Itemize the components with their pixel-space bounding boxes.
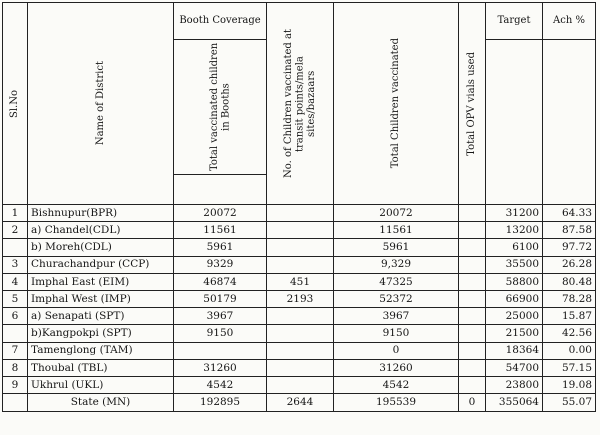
total-cell: 52372 — [334, 290, 459, 307]
ach-cell: 0.00 — [543, 342, 596, 359]
target-cell: 21500 — [486, 325, 543, 342]
total-cell: 9,329 — [334, 256, 459, 273]
transit-cell: 451 — [267, 273, 334, 290]
header-ach-blank — [543, 40, 596, 205]
booths-cell — [174, 342, 267, 359]
district-cell: a) Chandel(CDL) — [28, 222, 174, 239]
booths-cell: 3967 — [174, 308, 267, 325]
district-cell: b)Kangpokpi (SPT) — [28, 325, 174, 342]
table-row — [3, 273, 596, 290]
district-cell: Imphal West (IMP) — [28, 290, 174, 307]
total-booths: 192895 — [174, 394, 267, 412]
booths-cell: 9150 — [174, 325, 267, 342]
booths-cell: 20072 — [174, 205, 267, 222]
table-row — [3, 205, 596, 222]
table-row — [3, 222, 596, 239]
table-body — [3, 205, 596, 394]
table-row — [3, 342, 596, 359]
opv-cell — [459, 376, 486, 393]
ach-cell: 15.87 — [543, 308, 596, 325]
total-cell: 47325 — [334, 273, 459, 290]
ach-cell: 64.33 — [543, 205, 596, 222]
header-booth-coverage: Booth Coverage — [174, 3, 267, 40]
target-cell: 6100 — [486, 239, 543, 256]
total-opv: 0 — [459, 394, 486, 412]
sl-no-cell: 9 — [3, 376, 28, 393]
ach-cell: 57.15 — [543, 359, 596, 376]
ach-cell: 42.56 — [543, 325, 596, 342]
booths-cell: 5961 — [174, 239, 267, 256]
transit-cell — [267, 376, 334, 393]
booths-cell: 4542 — [174, 376, 267, 393]
total-transit: 2644 — [267, 394, 334, 412]
total-row — [3, 394, 596, 412]
district-cell: Ukhrul (UKL) — [28, 376, 174, 393]
total-cell: 3967 — [334, 308, 459, 325]
transit-cell — [267, 222, 334, 239]
sl-no-cell: 1 — [3, 205, 28, 222]
booths-cell: 9329 — [174, 256, 267, 273]
booths-cell: 31260 — [174, 359, 267, 376]
target-cell: 35500 — [486, 256, 543, 273]
ach-cell: 19.08 — [543, 376, 596, 393]
header-total-in-booths: Total vaccinated children in Booths — [174, 40, 267, 175]
district-cell: a) Senapati (SPT) — [28, 308, 174, 325]
header-sl-no: Sl.No — [3, 3, 28, 205]
district-cell: Tamenglong (TAM) — [28, 342, 174, 359]
sl-no-cell: 2 — [3, 222, 28, 239]
table-row — [3, 325, 596, 342]
opv-cell — [459, 205, 486, 222]
target-cell: 58800 — [486, 273, 543, 290]
opv-cell — [459, 222, 486, 239]
header-total-children: Total Children vaccinated — [334, 3, 459, 205]
transit-cell — [267, 342, 334, 359]
table-row — [3, 290, 596, 307]
header-target-blank — [486, 40, 543, 205]
transit-cell — [267, 359, 334, 376]
transit-cell: 2193 — [267, 290, 334, 307]
vaccination-table — [2, 2, 596, 412]
ach-cell: 78.28 — [543, 290, 596, 307]
total-cell: 5961 — [334, 239, 459, 256]
header-row-top — [3, 3, 596, 40]
ach-cell: 97.72 — [543, 239, 596, 256]
booths-cell: 50179 — [174, 290, 267, 307]
target-cell: 66900 — [486, 290, 543, 307]
sl-no-cell — [3, 325, 28, 342]
sl-no-cell: 4 — [3, 273, 28, 290]
ach-cell: 80.48 — [543, 273, 596, 290]
transit-cell — [267, 325, 334, 342]
table-row — [3, 239, 596, 256]
opv-cell — [459, 325, 486, 342]
booths-cell: 46874 — [174, 273, 267, 290]
table-row — [3, 359, 596, 376]
district-cell: Imphal East (EIM) — [28, 273, 174, 290]
ach-cell: 87.58 — [543, 222, 596, 239]
opv-cell — [459, 239, 486, 256]
sl-no-cell: 7 — [3, 342, 28, 359]
total-cell: 31260 — [334, 359, 459, 376]
total-cell: 9150 — [334, 325, 459, 342]
target-cell: 31200 — [486, 205, 543, 222]
district-cell: Thoubal (TBL) — [28, 359, 174, 376]
opv-cell — [459, 359, 486, 376]
total-total: 195539 — [334, 394, 459, 412]
header-district: Name of District — [28, 3, 174, 205]
total-cell: 20072 — [334, 205, 459, 222]
target-cell: 23800 — [486, 376, 543, 393]
opv-cell — [459, 273, 486, 290]
total-cell: 11561 — [334, 222, 459, 239]
header-ach: Ach % — [543, 3, 596, 40]
sl-no-cell: 8 — [3, 359, 28, 376]
total-ach: 55.07 — [543, 394, 596, 412]
total-target: 355064 — [486, 394, 543, 412]
total-cell: 4542 — [334, 376, 459, 393]
total-cell: 0 — [334, 342, 459, 359]
sl-no-cell — [3, 239, 28, 256]
ach-cell: 26.28 — [543, 256, 596, 273]
header-opv-vials: Total OPV vials used — [459, 3, 486, 205]
sl-no-cell: 6 — [3, 308, 28, 325]
transit-cell — [267, 205, 334, 222]
transit-cell — [267, 239, 334, 256]
table-row — [3, 308, 596, 325]
target-cell: 13200 — [486, 222, 543, 239]
header-booth-blank — [174, 175, 267, 205]
opv-cell — [459, 290, 486, 307]
opv-cell — [459, 342, 486, 359]
district-cell: b) Moreh(CDL) — [28, 239, 174, 256]
transit-cell — [267, 256, 334, 273]
district-cell: Churachandpur (CCP) — [28, 256, 174, 273]
booths-cell: 11561 — [174, 222, 267, 239]
target-cell: 54700 — [486, 359, 543, 376]
sl-no-cell: 3 — [3, 256, 28, 273]
opv-cell — [459, 256, 486, 273]
target-cell: 25000 — [486, 308, 543, 325]
district-cell: Bishnupur(BPR) — [28, 205, 174, 222]
opv-cell — [459, 308, 486, 325]
table-row — [3, 256, 596, 273]
total-district: State (MN) — [28, 394, 174, 412]
table-row — [3, 376, 596, 393]
target-cell: 18364 — [486, 342, 543, 359]
total-sl — [3, 394, 28, 412]
transit-cell — [267, 308, 334, 325]
header-transit-points: No. of Children vaccinated at transit points/mela sites/bazaars — [267, 3, 334, 205]
sl-no-cell: 5 — [3, 290, 28, 307]
header-target: Target — [486, 3, 543, 40]
